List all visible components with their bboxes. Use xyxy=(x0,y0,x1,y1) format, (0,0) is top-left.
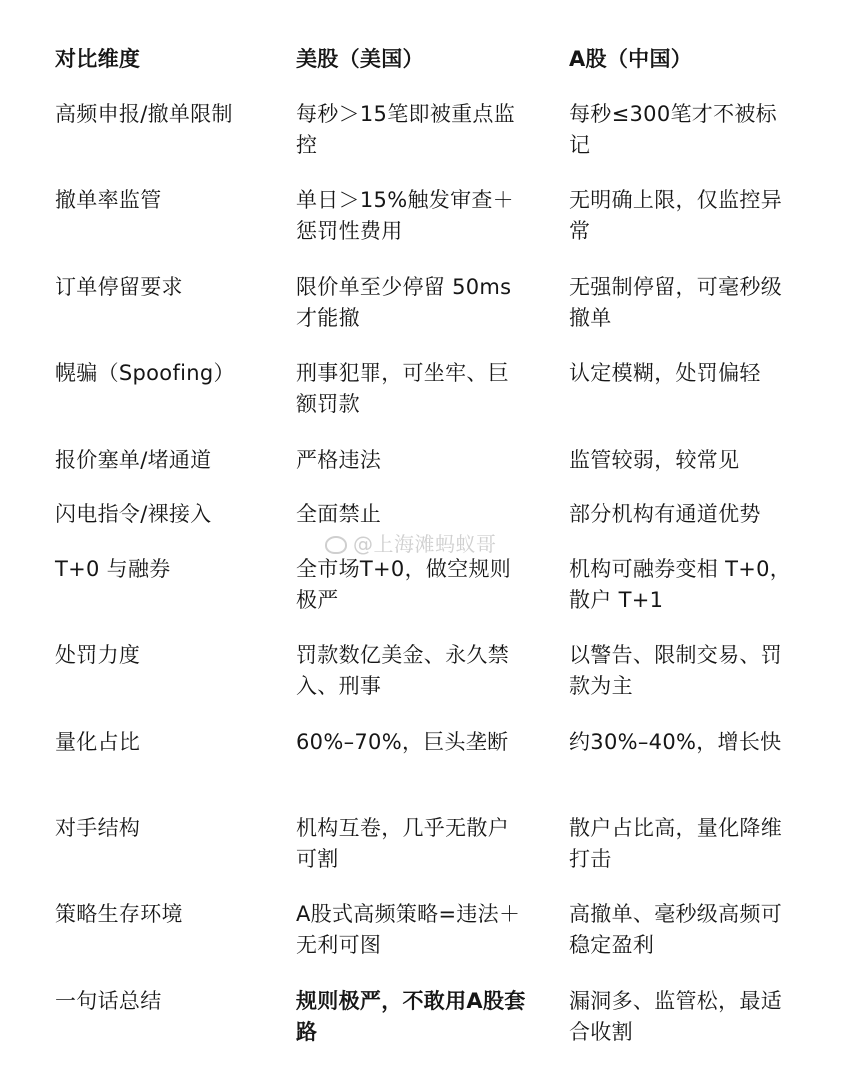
header-dimension: 对比维度 xyxy=(55,47,141,71)
row-us-value: 60%–70%，巨头垄断 xyxy=(296,730,509,754)
row-dimension: 闪电指令/裸接入 xyxy=(55,502,212,526)
row-cn-value: 无明确上限，仅监控异常 xyxy=(569,188,782,243)
row-dimension: 高频申报/撤单限制 xyxy=(55,102,233,126)
row-us-value: 限价单至少停留 50ms 才能撤 xyxy=(296,275,512,330)
row-cn-value: 每秒≤300笔才不被标记 xyxy=(569,102,777,157)
row-us-value: 刑事犯罪，可坐牢、巨额罚款 xyxy=(296,361,509,416)
row-cn-value: 漏洞多、监管松，最适合收割 xyxy=(569,989,782,1044)
row-dimension: T+0 与融券 xyxy=(55,557,171,581)
row-us-value: A股式高频策略=违法＋无利可图 xyxy=(296,902,521,957)
row-us-value: 单日＞15%触发审查＋惩罚性费用 xyxy=(296,188,514,243)
header-us: 美股（美国） xyxy=(296,47,424,71)
row-cn-value: 监管较弱，较常见 xyxy=(569,448,740,472)
row-us-value: 全市场T+0，做空规则极严 xyxy=(296,557,512,612)
row-dimension: 对手结构 xyxy=(55,816,141,840)
header-cn: A股（中国） xyxy=(569,47,693,71)
watermark xyxy=(325,528,497,557)
row-cn-value: 高撤单、毫秒级高频可稳定盈利 xyxy=(569,902,782,957)
row-cn-value: 部分机构有通道优势 xyxy=(569,502,761,526)
row-dimension: 幌骗（Spoofing） xyxy=(55,361,235,385)
row-dimension: 撤单率监管 xyxy=(55,188,162,212)
row-cn-value: 散户占比高，量化降维打击 xyxy=(569,816,782,871)
row-dimension: 量化占比 xyxy=(55,730,141,754)
row-us-value: 每秒＞15笔即被重点监控 xyxy=(296,102,516,157)
watermark-text: @上海滩蚂蚁哥 xyxy=(353,532,497,556)
row-dimension: 一句话总结 xyxy=(55,989,162,1013)
row-dimension: 报价塞单/堵通道 xyxy=(55,448,212,472)
weibo-logo-icon xyxy=(325,536,347,554)
row-cn-value: 约30%–40%，增长快 xyxy=(569,730,782,754)
row-dimension: 处罚力度 xyxy=(55,643,141,667)
row-dimension: 订单停留要求 xyxy=(55,275,183,299)
row-us-value: 规则极严，不敢用A股套路 xyxy=(296,989,526,1044)
row-us-value: 严格违法 xyxy=(296,448,382,472)
row-us-value: 罚款数亿美金、永久禁入、刑事 xyxy=(296,643,509,698)
row-dimension: 策略生存环境 xyxy=(55,902,183,926)
row-cn-value: 以警告、限制交易、罚款为主 xyxy=(569,643,782,698)
row-cn-value: 机构可融券变相 T+0，散户 T+1 xyxy=(569,557,792,612)
row-us-value: 全面禁止 xyxy=(296,502,382,526)
row-cn-value: 认定模糊，处罚偏轻 xyxy=(569,361,761,385)
row-cn-value: 无强制停留，可毫秒级撤单 xyxy=(569,275,782,330)
row-us-value: 机构互卷，几乎无散户可割 xyxy=(296,816,509,871)
